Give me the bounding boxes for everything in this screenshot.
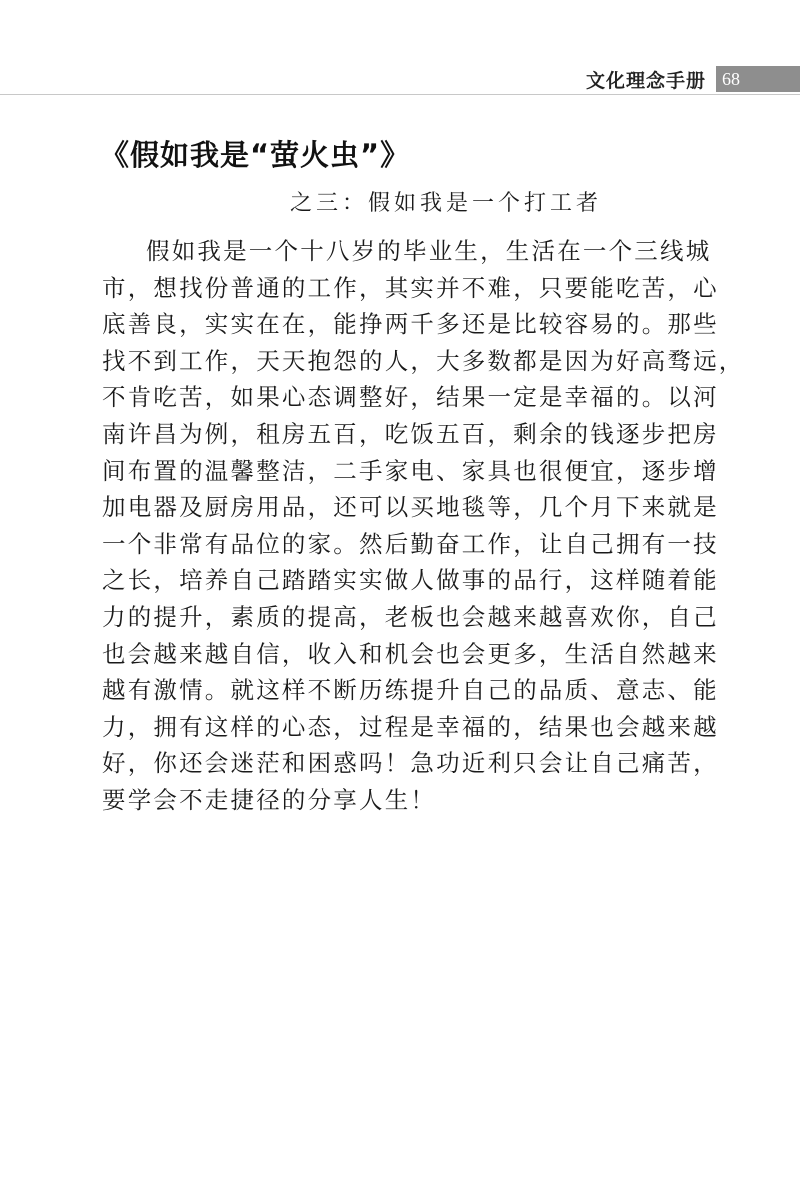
article-subtitle: 之三：假如我是一个打工者	[290, 191, 603, 216]
body-text	[102, 233, 745, 819]
body-line: 市，想找份普通的工作，其实并不难，只要能吃苦，心	[102, 273, 719, 302]
body-line: 找不到工作，天天抱怨的人，大多数都是因为好高骛远，	[102, 346, 745, 375]
body-line: 力的提升，素质的提高，老板也会越来越喜欢你，自己	[102, 602, 719, 631]
body-line: 也会越来越自信，收入和机会也会更多，生活自然越来	[102, 639, 719, 668]
body-line: 要学会不走捷径的分享人生！	[102, 785, 437, 814]
body-line: 南许昌为例，租房五百，吃饭五百，剩余的钱逐步把房	[102, 419, 719, 448]
body-line: 一个非常有品位的家。然后勤奋工作，让自己拥有一技	[102, 529, 719, 558]
body-line: 底善良，实实在在，能挣两千多还是比较容易的。那些	[102, 310, 719, 339]
body-line: 间布置的温馨整洁，二手家电、家具也很便宜，逐步增	[102, 456, 719, 485]
body-line: 好，你还会迷茫和困惑吗！急功近利只会让自己痛苦，	[102, 749, 719, 778]
body-line: 加电器及厨房用品，还可以买地毯等，几个月下来就是	[102, 493, 719, 522]
header-title: 文化理念手册	[585, 69, 706, 92]
body-line: 假如我是一个十八岁的毕业生，生活在一个三线城	[146, 237, 712, 265]
header-rule	[0, 94, 800, 95]
body-line: 力，拥有这样的心态，过程是幸福的，结果也会越来越	[102, 712, 719, 741]
running-header	[586, 66, 800, 92]
page-number-tab	[716, 66, 800, 92]
body-line: 越有激情。就这样不断历练提升自己的品质、意志、能	[102, 676, 719, 705]
body-line: 之长，培养自己踏踏实实做人做事的品行，这样随着能	[102, 566, 719, 595]
page-number: 68	[722, 68, 740, 89]
body-line: 不肯吃苦，如果心态调整好，结果一定是幸福的。以河	[102, 383, 719, 412]
article-title: 《假如我是“萤火虫”》	[100, 138, 411, 172]
